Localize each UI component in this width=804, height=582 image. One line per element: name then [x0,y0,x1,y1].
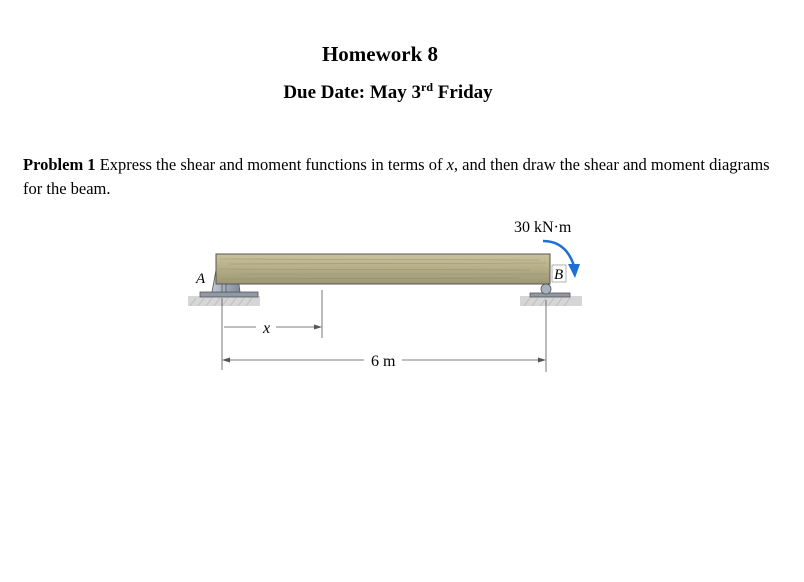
length-label: 6 m [371,353,396,370]
beam [216,254,550,284]
length-arrowhead-right [538,358,546,363]
page-title: Homework 8 [321,42,439,66]
ground-b [520,296,582,306]
moment-arrowhead [568,264,580,278]
support-b-label: B [554,267,564,283]
problem-text-1: Express the shear and moment functions in terms of [95,155,447,174]
roller-support-b [530,284,570,297]
due-date-day: Friday [433,82,493,103]
support-a-label: A [196,271,206,287]
problem-text-2: , and then draw the shear and moment diagrams for the beam. [23,155,770,198]
due-date-prefix: Due Date: May 3 [283,82,422,103]
x-arrowhead [314,325,322,330]
moment-label: 30 kN·m [514,219,572,236]
x-label: x [263,320,271,337]
due-date-ordinal: rd [421,80,434,94]
length-arrowhead-left [222,358,230,363]
problem-label: Problem 1 [23,155,96,174]
problem-variable: x [446,155,454,174]
